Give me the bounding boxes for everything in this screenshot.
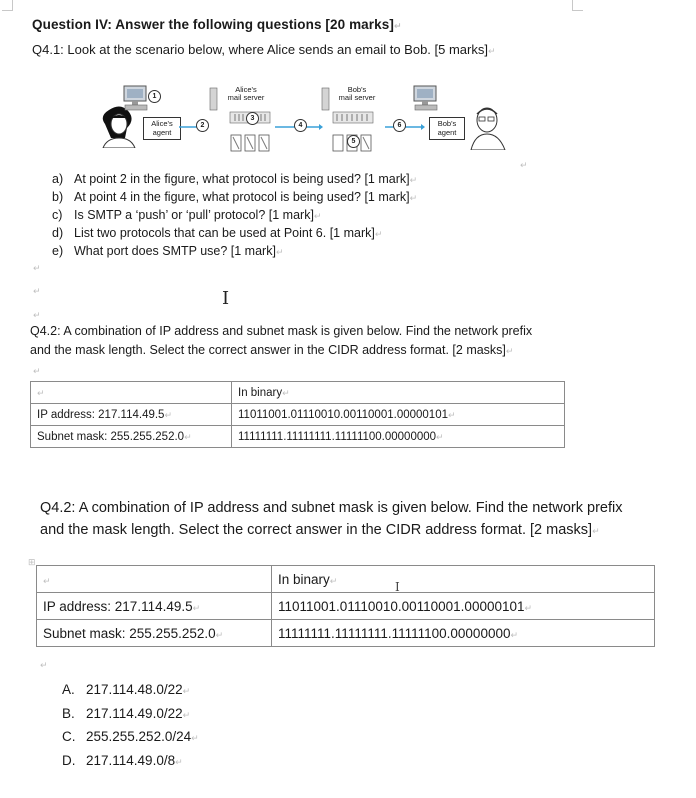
table-cell-empty: ↵ <box>37 566 272 593</box>
subnet-mask-binary: 11111111.11111111.11111100.00000000↵ <box>272 620 655 647</box>
q41-question-list <box>52 171 417 261</box>
empty-paragraph-mark: ↵ <box>33 263 41 273</box>
q41-item-b: b) At point 4 in the figure, what protocol is being used? [1 mark]↵ <box>52 190 418 204</box>
table-cell-empty: ↵ <box>31 382 232 404</box>
subnet-mask-label: Subnet mask: 255.255.252.0↵ <box>37 620 272 647</box>
alice-server-tower-icon <box>209 84 219 114</box>
bob-computer-icon <box>411 84 443 114</box>
point-4-marker: 4 <box>294 119 307 132</box>
q41-prompt: Q4.1: Look at the scenario below, where Alice sends an email to Bob. [5 marks]↵ <box>32 42 496 57</box>
empty-paragraph-mark: ↵ <box>33 310 41 320</box>
option-c[interactable]: C. 255.255.252.0/24↵ <box>62 729 199 744</box>
email-scenario-diagram <box>95 84 520 162</box>
ip-address-binary: 11011001.01110010.00110001.00000101↵ <box>232 404 565 426</box>
binary-table-small <box>30 381 565 448</box>
table-row <box>31 404 565 426</box>
text-cursor-icon: I <box>395 580 400 594</box>
empty-paragraph-mark: ↵ <box>33 366 41 376</box>
q42-prompt-large: Q4.2: A combination of IP address and subnet mask is given below. Find the network prefix and the mask length. Select the correct answer in the CIDR address format. [2 masks]↵ <box>40 500 623 538</box>
table-row <box>31 426 565 448</box>
bob-agent-box: Bob's agent <box>429 117 465 140</box>
empty-paragraph-mark: ↵ <box>40 660 48 670</box>
bob-server-label: Bob's mail server <box>338 85 376 102</box>
point-1-marker: 1 <box>148 90 161 103</box>
table-header-cell: In binary↵ <box>232 382 565 404</box>
alice-agent-box: Alice's agent <box>143 117 181 140</box>
table-move-handle[interactable]: ⊞ <box>28 557 36 567</box>
q42-prompt-small: Q4.2: A combination of IP address and subnet mask is given below. Find the network prefix and the mask length. Select the correct answer in the CIDR address format. [2 masks]↵ <box>30 324 533 357</box>
point-2-marker: 2 <box>196 119 209 132</box>
option-b[interactable]: B. 217.114.49.0/22↵ <box>62 705 191 721</box>
q41-item-e: e) What port does SMTP use? [1 mark]↵ <box>52 244 284 258</box>
empty-paragraph-mark: ↵ <box>33 286 41 296</box>
point-6-marker: 6 <box>393 119 406 132</box>
question-title: Question IV: Answer the following questions [20 marks]↵ <box>32 17 402 32</box>
ip-address-binary: 11011001.01110010.00110001.00000101↵ <box>272 593 655 620</box>
diagram-paragraph-mark: ↵ <box>520 160 528 170</box>
text-cursor-icon: I <box>222 288 230 309</box>
q41-item-c: c) Is SMTP a ‘push’ or ‘pull’ protocol? [1 mark]↵ <box>52 208 322 222</box>
subnet-mask-label: Subnet mask: 255.255.252.0↵ <box>31 426 232 448</box>
table-row <box>37 620 655 647</box>
subnet-mask-binary: 11111111.11111111.11111100.00000000↵ <box>232 426 565 448</box>
point-5-marker: 5 <box>347 135 360 148</box>
point-3-marker: 3 <box>246 112 259 125</box>
table-row <box>31 382 565 404</box>
ip-address-label: IP address: 217.114.49.5↵ <box>37 593 272 620</box>
page-corner-top-right <box>572 0 583 11</box>
bob-person-icon <box>465 98 515 150</box>
binary-table-large <box>36 565 655 647</box>
page-corner-top-left <box>2 0 13 11</box>
alice-server-label: Alice's mail server <box>227 85 265 102</box>
table-row <box>37 566 655 593</box>
table-row <box>37 593 655 620</box>
answer-options <box>62 679 199 773</box>
bob-server-tower-icon <box>321 84 331 114</box>
option-d[interactable]: D. 217.114.49.0/8↵ <box>62 752 183 768</box>
q41-item-a: a) At point 2 in the figure, what protocol is being used? [1 mark]↵ <box>52 172 418 186</box>
ip-address-label: IP address: 217.114.49.5↵ <box>31 404 232 426</box>
table-header-cell: In binary↵ <box>272 566 655 593</box>
q41-item-d: d) List two protocols that can be used at Point 6. [1 mark]↵ <box>52 226 383 240</box>
option-a[interactable]: A. 217.114.48.0/22↵ <box>62 682 191 697</box>
